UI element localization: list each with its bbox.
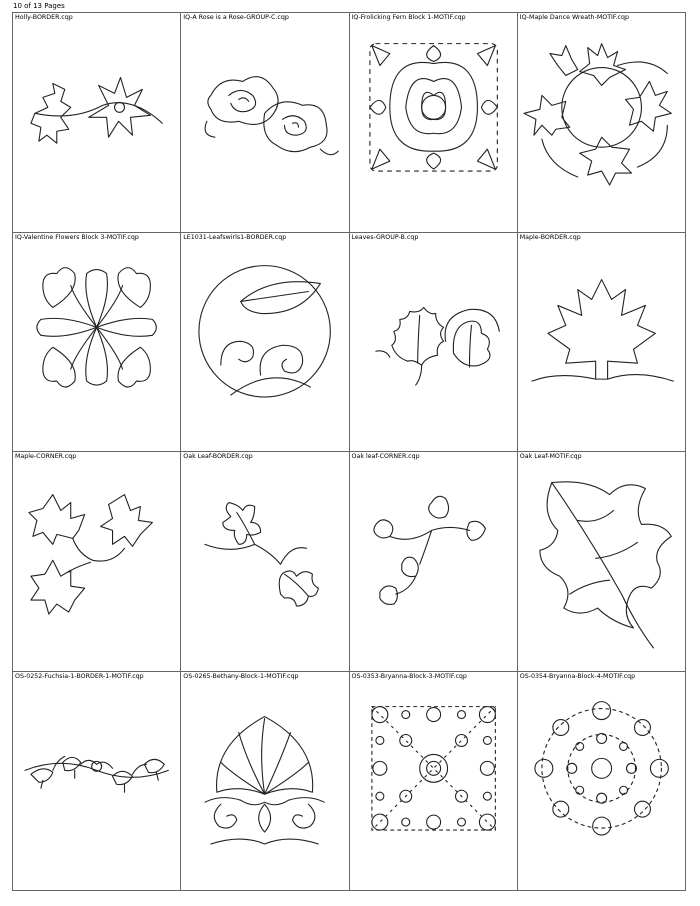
rose-group-motif-icon bbox=[181, 25, 348, 232]
maple-corner-motif-icon bbox=[13, 464, 180, 671]
pattern-card[interactable] bbox=[350, 452, 518, 672]
pattern-card[interactable] bbox=[181, 233, 349, 453]
pattern-filename: Maple-BORDER.cqp bbox=[519, 233, 581, 241]
pattern-filename: OS-0252-Fuchsia-1-BORDER-1-MOTIF.cqp bbox=[15, 672, 144, 680]
pattern-card[interactable] bbox=[350, 13, 518, 233]
pattern-filename: Maple-CORNER.cqp bbox=[15, 453, 77, 460]
bethany-block-motif-icon bbox=[181, 684, 348, 891]
pattern-filename: OS-0353-Bryanna-Block-3-MOTIF.cqp bbox=[351, 672, 467, 680]
leaf-swirl-motif-icon bbox=[181, 245, 348, 452]
maple-wreath-motif-icon bbox=[518, 25, 685, 232]
page-counter: 10 of 13 Pages bbox=[13, 2, 65, 10]
pattern-filename: Leaves-GROUP-B.cqp bbox=[351, 233, 419, 241]
pattern-filename: IQ-Valentine Flowers Block 3-MOTIF.cqp bbox=[15, 233, 139, 241]
pattern-filename: Oak leaf-CORNER.cqp bbox=[351, 453, 420, 460]
pattern-card[interactable] bbox=[518, 672, 686, 892]
pattern-card[interactable] bbox=[13, 672, 181, 892]
bryanna-block-4-motif-icon bbox=[518, 684, 685, 891]
pattern-card[interactable] bbox=[13, 452, 181, 672]
pattern-filename: OS-0265-Bethany-Block-1-MOTIF.cqp bbox=[183, 672, 299, 680]
pattern-grid bbox=[12, 12, 686, 891]
oak-leaf-motif-icon bbox=[518, 464, 685, 671]
oak-leaf-border-motif-icon bbox=[181, 464, 348, 671]
pattern-filename: OS-0354-Bryanna-Block-4-MOTIF.cqp bbox=[519, 672, 636, 680]
pattern-card[interactable] bbox=[518, 452, 686, 672]
pattern-filename: Holly-BORDER.cqp bbox=[15, 14, 73, 21]
pattern-card[interactable] bbox=[518, 13, 686, 233]
fern-block-motif-icon bbox=[350, 25, 517, 232]
valentine-flowers-motif-icon bbox=[13, 245, 180, 452]
maple-border-motif-icon bbox=[518, 245, 685, 452]
oak-leaf-corner-motif-icon bbox=[350, 464, 517, 671]
pattern-filename: LE1031-Leafswirls1-BORDER.cqp bbox=[183, 233, 287, 241]
pattern-card[interactable] bbox=[350, 672, 518, 892]
pattern-card[interactable] bbox=[518, 233, 686, 453]
pattern-filename: Oak Leaf-BORDER.cqp bbox=[183, 453, 253, 460]
pattern-card[interactable] bbox=[350, 233, 518, 453]
pattern-card[interactable] bbox=[13, 233, 181, 453]
pattern-card[interactable] bbox=[181, 452, 349, 672]
pattern-filename: IQ-Frolicking Fern Block 1-MOTIF.cqp bbox=[351, 14, 466, 21]
bryanna-block-3-motif-icon bbox=[350, 684, 517, 891]
holly-border-motif-icon bbox=[13, 25, 180, 232]
leaves-group-motif-icon bbox=[350, 245, 517, 452]
pattern-card[interactable] bbox=[181, 13, 349, 233]
pattern-filename: IQ-A Rose is a Rose-GROUP-C.cqp bbox=[183, 14, 289, 21]
pattern-card[interactable] bbox=[13, 13, 181, 233]
fuchsia-border-motif-icon bbox=[13, 684, 180, 891]
pattern-card[interactable] bbox=[181, 672, 349, 892]
pattern-filename: IQ-Maple Dance Wreath-MOTIF.cqp bbox=[519, 14, 629, 21]
pattern-filename: Oak Leaf-MOTIF.cqp bbox=[519, 453, 582, 460]
